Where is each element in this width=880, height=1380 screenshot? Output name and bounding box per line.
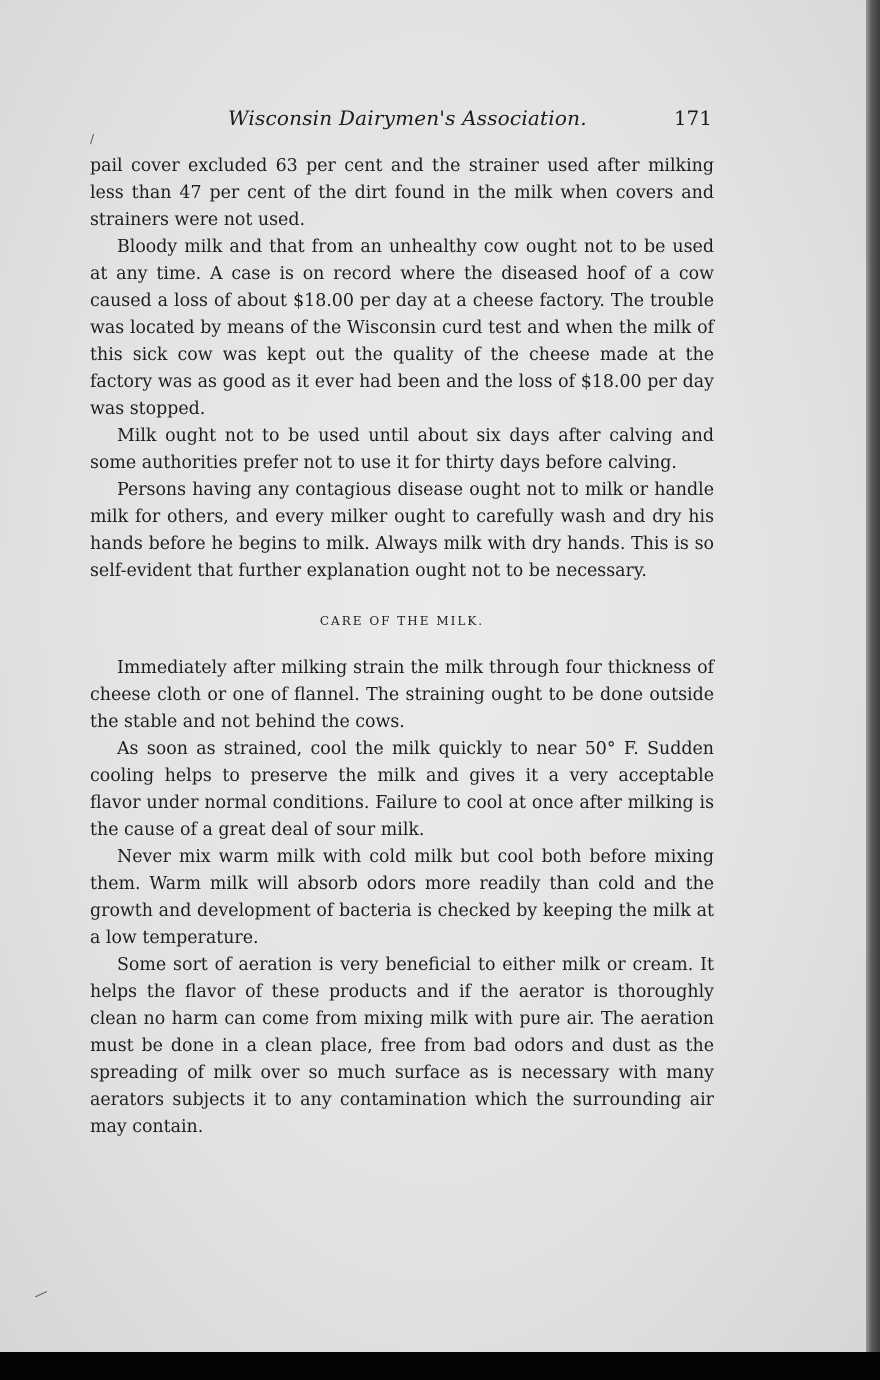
paragraph: As soon as strained, cool the milk quickly to near 50° F. Sudden cooling helps to preserve the milk and gives it a very acceptable flavor under normal conditions. Failure to cool at once after milking is the cause of a great deal of sour milk.: [90, 739, 714, 840]
scan-border: [0, 1352, 880, 1380]
page-edge-shadow: [866, 0, 880, 1352]
paragraph: Bloody milk and that from an unhealthy cow ought not to be used at any time. A case is on record where the diseased hoof of a cow caused a loss of about $18.00 per day at a cheese factory. The trouble was located by means of the Wisconsin curd test and when the milk of this sick cow was kept out the quality of the cheese made at the factory was as good as it ever had been and the loss of $18.00 per day was stopped.: [90, 237, 714, 419]
body-text: [90, 153, 714, 1141]
paragraph: Never mix warm milk with cold milk but cool both before mixing them. Warm milk will absorb odors more readily than cold and the growth and development of bacteria is checked by keeping the milk at a low temperature.: [90, 847, 714, 948]
running-title: Wisconsin Dairymen's Association.: [228, 106, 587, 130]
running-head: [90, 106, 712, 136]
page-number: 171: [673, 106, 712, 130]
paragraph: Persons having any contagious disease ought not to milk or handle milk for others, and every milker ought to carefully wash and dry his hands before he begins to milk. Always milk with dry hands. This is so self-evident that further explanation ought not to be necessary.: [90, 480, 714, 581]
paragraph: Milk ought not to be used until about six days after calving and some authorities prefer not to use it for thirty days before calving.: [90, 426, 714, 473]
paragraph: Immediately after milking strain the milk through four thickness of cheese cloth or one of flannel. The straining ought to be done outside the stable and not behind the cows.: [90, 658, 714, 732]
stray-mark: —: [31, 1283, 51, 1305]
section-heading: CARE OF THE MILK.: [319, 614, 485, 628]
stray-mark: /: [90, 132, 95, 146]
paragraph: pail cover excluded 63 per cent and the strainer used after milking less than 47 per cent of the dirt found in the milk when covers and strainers were not used.: [90, 156, 714, 230]
paragraph: Some sort of aeration is very beneficial to either milk or cream. It helps the flavor of these products and if the aerator is thoroughly clean no harm can come from mixing milk with pure air. The aeration must be done in a clean place, free from bad odors and dust as the spreading of milk over so much surface as is necessary with many aerators subjects it to any contamination which the surrounding air may contain.: [90, 955, 714, 1137]
